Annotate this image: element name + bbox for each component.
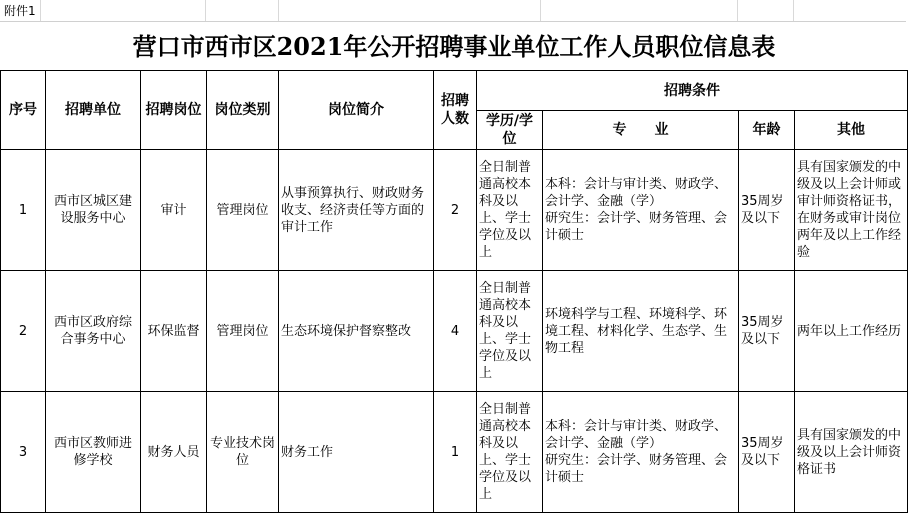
page-title: 营口市西市区2021年公开招聘事业单位工作人员职位信息表 — [132, 32, 776, 61]
cell-position: 财务人员 — [141, 392, 207, 513]
table-row — [1, 271, 908, 392]
cell-count: 1 — [434, 392, 477, 513]
header-position: 招聘岗位 — [141, 71, 207, 150]
header-category: 岗位类别 — [207, 71, 279, 150]
cell-position: 环保监督 — [141, 271, 207, 392]
cell-other: 具有国家颁发的中级及以上会计师资格证书 — [795, 392, 908, 513]
header-education: 学历/学位 — [477, 111, 543, 150]
cell-unit: 西市区城区建设服务中心 — [46, 150, 141, 271]
cell-seq: 2 — [1, 271, 46, 392]
header-seq: 序号 — [1, 71, 46, 150]
table-row — [1, 392, 908, 513]
cell-major: 本科：会计与审计类、财政学、会计学、金融（学） 研究生：会计学、财务管理、会计硕士 — [543, 150, 739, 271]
header-row-1 — [1, 71, 908, 111]
cell-seq: 3 — [1, 392, 46, 513]
table-row — [1, 150, 908, 271]
header-major: 专 业 — [543, 111, 739, 150]
header-age: 年龄 — [739, 111, 795, 150]
cell-category: 管理岗位 — [207, 150, 279, 271]
header-count: 招聘人数 — [434, 71, 477, 150]
cell-education: 全日制普通高校本科及以上、学士学位及以上 — [477, 392, 543, 513]
cell-intro: 生态环境保护督察整改 — [279, 271, 434, 392]
attachment-label: 附件1 — [0, 0, 906, 22]
cell-education: 全日制普通高校本科及以上、学士学位及以上 — [477, 271, 543, 392]
cell-education: 全日制普通高校本科及以上、学士学位及以上 — [477, 150, 543, 271]
cell-age: 35周岁及以下 — [739, 392, 795, 513]
cell-intro: 从事预算执行、财政财务收支、经济责任等方面的审计工作 — [279, 150, 434, 271]
cell-count: 4 — [434, 271, 477, 392]
cell-other: 具有国家颁发的中级及以上会计师或审计师资格证书，在财务或审计岗位两年及以上工作经验 — [795, 150, 908, 271]
cell-intro: 财务工作 — [279, 392, 434, 513]
position-table — [0, 70, 908, 513]
cell-category: 管理岗位 — [207, 271, 279, 392]
cell-age: 35周岁及以下 — [739, 271, 795, 392]
cell-other: 两年以上工作经历 — [795, 271, 908, 392]
header-unit: 招聘单位 — [46, 71, 141, 150]
cell-age: 35周岁及以下 — [739, 150, 795, 271]
cell-count: 2 — [434, 150, 477, 271]
cell-category: 专业技术岗位 — [207, 392, 279, 513]
header-other: 其他 — [795, 111, 908, 150]
cell-major: 环境科学与工程、环境科学、环境工程、材料化学、生态学、生物工程 — [543, 271, 739, 392]
cell-major: 本科：会计与审计类、财政学、会计学、金融（学） 研究生：会计学、财务管理、会计硕士 — [543, 392, 739, 513]
cell-position: 审计 — [141, 150, 207, 271]
cell-unit: 西市区教师进修学校 — [46, 392, 141, 513]
header-intro: 岗位简介 — [279, 71, 434, 150]
cell-seq: 1 — [1, 150, 46, 271]
cell-unit: 西市区政府综合事务中心 — [46, 271, 141, 392]
header-conditions: 招聘条件 — [477, 71, 908, 111]
